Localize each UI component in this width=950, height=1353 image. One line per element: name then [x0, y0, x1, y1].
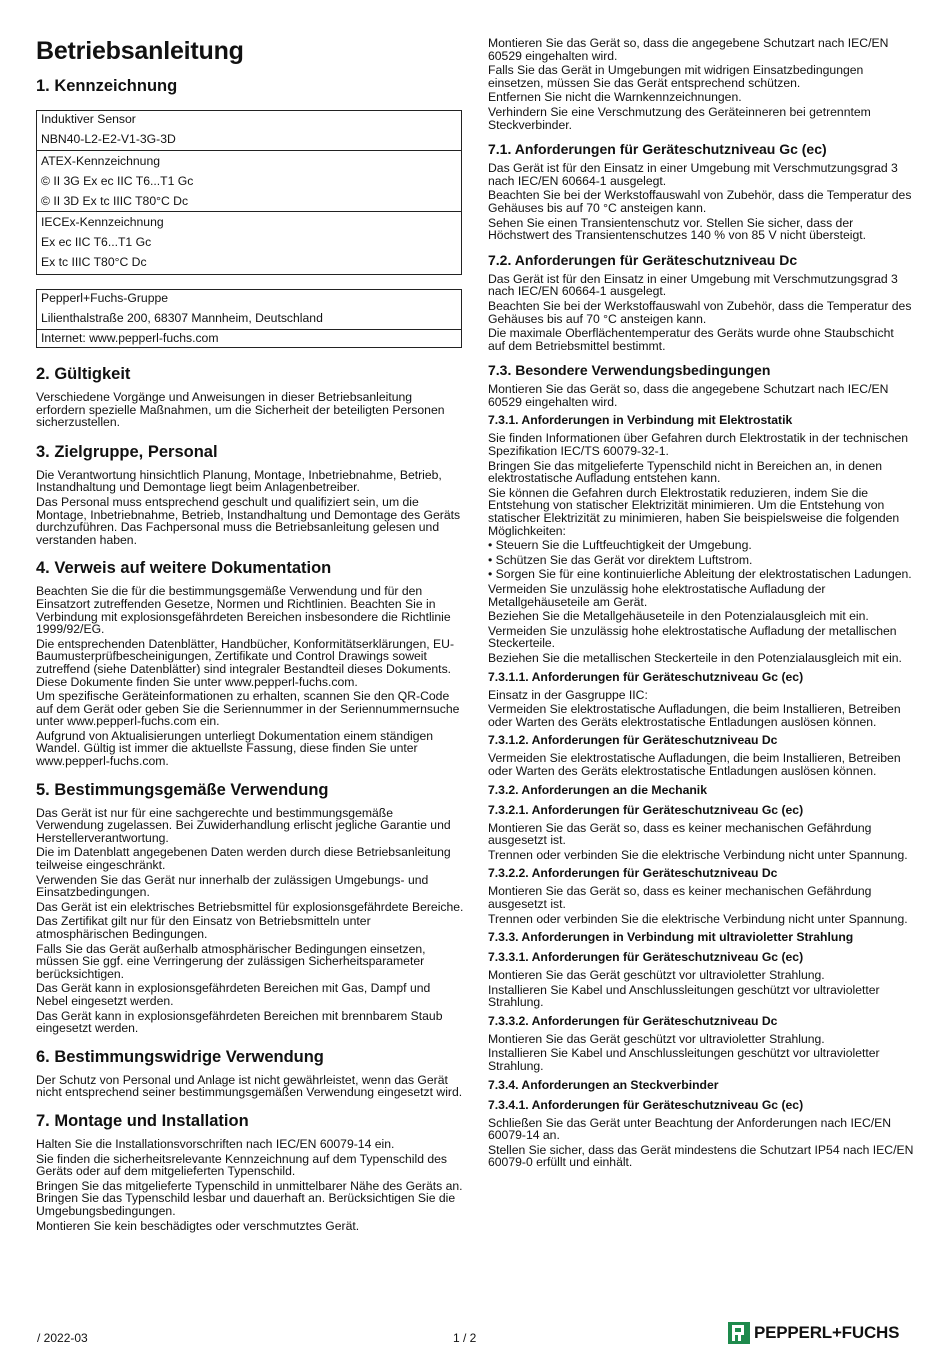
section-7-3-4-title: 7.3.4. Anforderungen an Steckverbinder [488, 1077, 719, 1092]
section-7-3-2-title: 7.3.2. Anforderungen an die Mechanik [488, 782, 707, 797]
section-7-3-1-1-title: 7.3.1.1. Anforderungen für Geräteschutzniveau Gc (ec) [488, 669, 804, 684]
section-7-2-body [488, 273, 914, 353]
paragraph: Trennen oder verbinden Sie die elektrische Verbindung nicht unter Spannung. [488, 911, 908, 926]
paragraph: Verschiedene Vorgänge und Anweisungen in dieser Betriebsanleitung erfordern spezielle Maßnahmen, um die Sicherheit der beteiligten Personen sicherzustellen. [36, 390, 445, 430]
paragraph: Montieren Sie das Gerät geschützt vor ultravioletter Strahlung. [488, 1031, 825, 1046]
paragraph: Falls Sie das Gerät in Umgebungen mit widrigen Einsatzbedingungen einsetzen, müssen Sie das Gerät entsprechend schützen. [488, 63, 864, 90]
section-7-3-1-title: 7.3.1. Anforderungen in Verbindung mit Elektrostatik [488, 413, 793, 428]
paragraph: Der Schutz von Personal und Anlage ist nicht gewährleistet, wenn das Gerät nicht entsprechend seiner bestimmungsgemäßen Verwendung eingesetzt wird. [36, 1072, 463, 1100]
section-6-title: 6. Bestimmungswidrige Verwendung [36, 1047, 324, 1066]
paragraph: Montieren Sie das Gerät so, dass es keiner mechanischen Gefährdung ausgesetzt ist. [488, 820, 872, 848]
section-4-body [36, 585, 464, 767]
paragraph: Beachten Sie die für die bestimmungsgemäße Verwendung und für den Einsatzort zutreffenden Gesetze, Normen und Richtlinien. Beachten Sie in Verbindung mit explosionsgefährdeten Bereichen insbesondere die Richtlinie 1999/92/EG. [36, 584, 451, 637]
paragraph: Das Gerät kann in explosionsgefährdeten Bereichen mit brennbarem Staub eingesetzt werden. [36, 1008, 443, 1036]
section-7-3-4-1-title: 7.3.4.1. Anforderungen für Geräteschutzniveau Gc (ec) [488, 1097, 804, 1112]
section-7-3-2-1-body [488, 822, 914, 862]
paragraph: Montieren Sie kein beschädigtes oder verschmutztes Gerät. [36, 1218, 360, 1233]
section-7-3-2-2-body [488, 885, 914, 925]
paragraph: Einsatz in der Gasgruppe IIC: [488, 687, 648, 702]
list-item: • Steuern Sie die Luftfeuchtigkeit der Umgebung. [488, 539, 914, 552]
table-cell: Lilienthalstraße 200, 68307 Mannheim, Deutschland [41, 311, 323, 325]
footer-date: / 2022-03 [37, 1331, 88, 1345]
paragraph: Montieren Sie das Gerät so, dass es keiner mechanischen Gefährdung ausgesetzt ist. [488, 884, 872, 911]
table-cell: NBN40-L2-E2-V1-3G-3D [41, 132, 176, 146]
logo-mark-icon [728, 1322, 750, 1344]
paragraph: Bringen Sie das mitgelieferte Typenschild nicht in Bereichen an, in denen elektrostatische Aufladung entstehen kann. [488, 458, 883, 486]
section-7-title: 7. Montage und Installation [36, 1111, 249, 1130]
paragraph: Aufgrund von Aktualisierungen unterliegt Dokumentation einem ständigen Wandel. Gültig ist immer die aktuellste Fassung, diese finden Sie unter www.pepperl-fuchs.com. [36, 728, 434, 769]
paragraph: Sie finden Informationen über Gefahren durch Elektrostatik in der technischen Spezifikation IEC/TS 60079-32-1. [488, 431, 909, 459]
table-cell: © II 3G Ex ec IIC T6...T1 Gc [41, 174, 194, 188]
paragraph: Schließen Sie das Gerät unter Beachtung der Anforderungen nach IEC/EN 60079-14 an. [488, 1115, 892, 1143]
paragraph: Installieren Sie Kabel und Anschlussleitungen geschützt vor ultravioletter Strahlung. [488, 1046, 880, 1074]
section-7-3-1-1-body [488, 689, 914, 729]
paragraph: Vermeiden Sie unzulässig hohe elektrostatische Aufladung der Metallgehäuseteile am Gerät. [488, 582, 826, 609]
section-7-3-3-2-title: 7.3.3.2. Anforderungen für Geräteschutzniveau Dc [488, 1013, 778, 1028]
section-7-3-3-1-title: 7.3.3.1. Anforderungen für Geräteschutzniveau Gc (ec) [488, 950, 804, 965]
paragraph: Sie finden die sicherheitsrelevante Kennzeichnung auf dem Typenschild des Geräts oder auf dem mitgelieferten Typenschild. [36, 1151, 448, 1179]
section-7-3-2-2-title: 7.3.2.2. Anforderungen für Geräteschutzniveau Dc [488, 866, 778, 881]
section-2-body [36, 391, 464, 429]
section-5-body [36, 807, 464, 1035]
section-2-title: 2. Gültigkeit [36, 365, 131, 383]
section-7-3-1-body [488, 432, 914, 664]
table-cell: Ex tc IIIC T80°C Dc [41, 255, 147, 269]
section-7-3-1-2-body [488, 752, 914, 777]
paragraph: Das Gerät ist für den Einsatz in einer Umgebung mit Verschmutzungsgrad 3 nach IEC/EN 60664-1 ausgelegt. [488, 271, 898, 299]
table-group-internet [37, 330, 461, 347]
paragraph: Beziehen Sie die metallischen Steckerteile in den Potenzialausgleich mit ein. [488, 650, 902, 665]
paragraph: Stellen Sie sicher, dass das Gerät mindestens die Schutzart IP54 nach IEC/EN 60079-0 erfüllt und einhält. [488, 1142, 914, 1170]
paragraph: Falls Sie das Gerät außerhalb atmosphärischer Bedingungen einsetzen, müssen Sie ggf. eine Verringerung der zulässigen Sicherheitsparameter berücksichtigen. [36, 941, 426, 981]
paragraph: Montieren Sie das Gerät geschützt vor ultravioletter Strahlung. [488, 968, 825, 983]
paragraph: Die maximale Oberflächentemperatur des Geräts wurde ohne Staubschicht auf dem Betriebsmittel bestimmt. [488, 326, 894, 353]
paragraph: Die entsprechenden Datenblätter, Handbücher, Konformitätserklärungen, EU-Baumusterprüfbescheinigungen, Zertifikate und Control Drawings soweit zutreffend (siehe Datenblätter) sind integraler Bestandteil dieses Dokuments. Diese Dokumente finden Sie unter www.pepperl-fuchs.com. [36, 636, 455, 689]
brand-logo [728, 1322, 899, 1344]
paragraph: Bringen Sie das mitgelieferte Typenschild in unmittelbarer Nähe des Geräts an. Bringen Sie das Typenschild lesbar und dauerhaft an. Berücksichtigen Sie die Umgebungsbedingungen. [36, 1178, 463, 1218]
section-3-body [36, 469, 464, 547]
paragraph: Das Zertifikat gilt nur für den Einsatz von Betriebsmitteln unter atmosphärischen Bedingungen. [36, 914, 371, 941]
table-group-sensor [37, 111, 461, 151]
paragraph: Installieren Sie Kabel und Anschlussleitungen geschützt vor ultravioletter Strahlung. [488, 982, 880, 1010]
paragraph: Vermeiden Sie elektrostatische Aufladungen, die beim Installieren, Betreiben oder Warten des Geräts elektrostatische Entladungen auslösen können. [488, 751, 901, 778]
paragraph: Vermeiden Sie unzulässig hohe elektrostatische Aufladung der metallischen Steckerteile. [488, 623, 897, 651]
paragraph: Sehen Sie einen Transientenschutz vor. Stellen Sie sicher, dass der Höchstwert des Transientenschutzes 140 % von 85 V nicht übersteigt. [488, 215, 867, 243]
paragraph: Sie können die Gefahren durch Elektrostatik reduzieren, indem Sie die Entstehung von statischer Elektrizität minimieren. Um die Entstehung von statischer Elektrizität zu minimieren, haben Sie beispielsweise die folgenden Möglichkeiten: [488, 485, 900, 538]
section-7-3-4-1-body [488, 1117, 914, 1169]
logo-text: PEPPERL+FUCHS [754, 1323, 900, 1342]
paragraph: Um spezifische Geräteinformationen zu erhalten, scannen Sie den QR-Code auf dem Gerät oder geben Sie die Seriennummer in der Seriennummernsuche unter www.pepperl-fuchs.com ein. [36, 689, 460, 729]
section-3-title: 3. Zielgruppe, Personal [36, 442, 218, 461]
table-group-company [37, 290, 461, 330]
list-item: • Sorgen Sie für eine kontinuierliche Ableitung der elektrostatischen Ladungen. [488, 568, 914, 581]
paragraph: Verwenden Sie das Gerät nur innerhalb der zulässigen Umgebungs- und Einsatzbedingungen. [36, 872, 429, 900]
paragraph: Beachten Sie bei der Werkstoffauswahl von Zubehör, dass die Temperatur des Gehäuses bis auf 70 °C ansteigen kann. [488, 298, 912, 326]
table-cell: Ex ec IIC T6...T1 Gc [41, 235, 152, 249]
section-7-3-3-title: 7.3.3. Anforderungen in Verbindung mit ultravioletter Strahlung [488, 930, 854, 945]
section-7-1-title: 7.1. Anforderungen für Geräteschutzniveau Gc (ec) [488, 141, 827, 158]
section-7-3-3-1-body [488, 969, 914, 1009]
table-cell: Pepperl+Fuchs-Gruppe [41, 291, 169, 305]
paragraph: Beziehen Sie die Metallgehäuseteile in den Potenzialausgleich mit ein. [488, 609, 869, 624]
footer-page-number: 1 / 2 [453, 1331, 477, 1345]
section-1-title: 1. Kennzeichnung [36, 77, 178, 95]
paragraph: Das Gerät kann in explosionsgefährdeten Bereichen mit Gas, Dampf und Nebel eingesetzt werden. [36, 981, 431, 1008]
page-title: Betriebsanleitung [36, 37, 244, 65]
section-7-3-title: 7.3. Besondere Verwendungsbedingungen [488, 362, 771, 379]
section-7-3-body [488, 383, 914, 408]
section-7-3-2-1-title: 7.3.2.1. Anforderungen für Geräteschutzniveau Gc (ec) [488, 802, 804, 817]
paragraph: Verhindern Sie eine Verschmutzung des Geräteinneren bei getrenntem Steckverbinder. [488, 104, 871, 132]
table-group-iecex [37, 212, 461, 274]
manufacturer-table [36, 289, 462, 348]
paragraph: Halten Sie die Installationsvorschriften nach IEC/EN 60079-14 ein. [36, 1136, 395, 1151]
table-cell: Induktiver Sensor [41, 112, 136, 126]
paragraph: Das Gerät ist nur für eine sachgerechte und bestimmungsgemäße Verwendung zugelassen. Bei Zuwiderhandlung erlischt jegliche Garantie und Herstellerverantwortung. [36, 805, 451, 845]
paragraph: Das Personal muss entsprechend geschult und qualifiziert sein, um die Montage, Inbetriebnahme, Betrieb, Instandhaltung und Demontage des Geräts durchzuführen. Das Fachpersonal muss die Betriebsanleitung gelesen und verstanden haben. [36, 494, 461, 547]
paragraph: Die Verantwortung hinsichtlich Planung, Montage, Inbetriebnahme, Betrieb, Instandhaltung und Demontage liegt beim Anlagenbetreiber. [36, 467, 442, 495]
paragraph: Montieren Sie das Gerät so, dass die angegebene Schutzart nach IEC/EN 60529 eingehalten wird. [488, 36, 889, 63]
right-column [488, 0, 914, 1169]
table-cell: Internet: www.pepperl-fuchs.com [41, 331, 219, 345]
table-cell: ATEX-Kennzeichnung [41, 154, 161, 168]
section-4-title: 4. Verweis auf weitere Dokumentation [36, 559, 332, 578]
section-5-title: 5. Bestimmungsgemäße Verwendung [36, 780, 329, 799]
table-group-atex [37, 151, 461, 212]
paragraph: Trennen oder verbinden Sie die elektrische Verbindung nicht unter Spannung. [488, 847, 908, 862]
section-7-3-3-2-body [488, 1033, 914, 1073]
section-7-continued [488, 37, 914, 131]
table-cell: © II 3D Ex tc IIIC T80°C Dc [41, 194, 189, 208]
paragraph: Beachten Sie bei der Werkstoffauswahl von Zubehör, dass die Temperatur des Gehäuses bis auf 70 °C ansteigen kann. [488, 188, 912, 215]
section-7-2-title: 7.2. Anforderungen für Geräteschutzniveau Dc [488, 251, 798, 268]
paragraph: Vermeiden Sie elektrostatische Aufladungen, die beim Installieren, Betreiben oder Warten des Geräts elektrostatische Entladungen auslösen können. [488, 702, 901, 729]
section-7-body [36, 1138, 464, 1232]
marking-table [36, 110, 462, 275]
paragraph: Das Gerät ist ein elektrisches Betriebsmittel für explosionsgefährdete Bereiche. [36, 899, 464, 914]
paragraph: Entfernen Sie nicht die Warnkennzeichnungen. [488, 90, 742, 105]
left-column [36, 0, 464, 1232]
list-item: • Schützen Sie das Gerät vor direktem Luftstrom. [488, 554, 914, 567]
paragraph: Montieren Sie das Gerät so, dass die angegebene Schutzart nach IEC/EN 60529 eingehalten wird. [488, 382, 889, 409]
paragraph: Das Gerät ist für den Einsatz in einer Umgebung mit Verschmutzungsgrad 3 nach IEC/EN 60664-1 ausgelegt. [488, 161, 898, 188]
section-6-body [36, 1074, 464, 1099]
paragraph: Die im Datenblatt angegebenen Daten werden durch diese Betriebsanleitung teilweise eingeschränkt. [36, 845, 451, 873]
table-cell: IECEx-Kennzeichnung [41, 215, 164, 229]
section-7-3-1-2-title: 7.3.1.2. Anforderungen für Geräteschutzniveau Dc [488, 733, 778, 748]
section-7-1-body [488, 162, 914, 242]
